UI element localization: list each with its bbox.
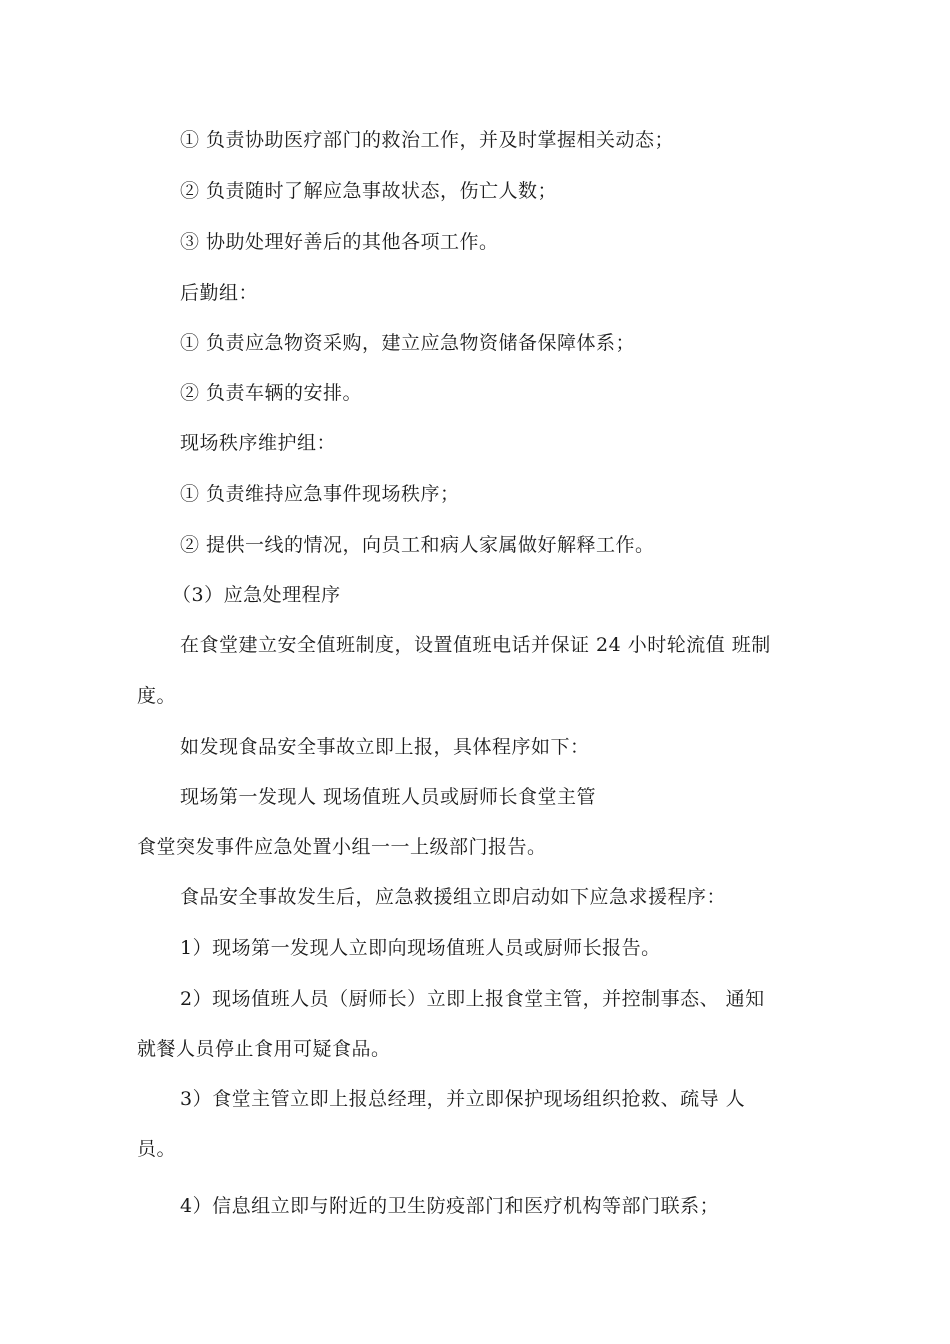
section-heading: 后勤组： [180, 282, 259, 304]
list-item: 1）现场第一发现人立即向现场值班人员或厨师长报告。 [180, 937, 661, 959]
paragraph: 食堂突发事件应急处置小组一一上级部门报告。 [137, 836, 547, 858]
list-item-continuation: 员。 [137, 1138, 177, 1160]
paragraph: 食品安全事故发生后，应急救援组立即启动如下应急求援程序： [180, 886, 727, 908]
list-item-continuation: 就餐人员停止食用可疑食品。 [137, 1038, 391, 1060]
paragraph: ① 负责应急物资采购，建立应急物资储备保障体系； [180, 332, 636, 354]
section-heading: （3）应急处理程序 [172, 584, 341, 606]
paragraph: ② 提供一线的情况，向员工和病人家属做好解释工作。 [180, 534, 655, 556]
paragraph-continuation: 度。 [137, 685, 177, 707]
paragraph: 在食堂建立安全值班制度，设置值班电话并保证 24 小时轮流值 班制 [180, 634, 771, 656]
paragraph: ① 负责维持应急事件现场秩序； [180, 483, 460, 505]
list-item: 2）现场值班人员（厨师长）立即上报食堂主管，并控制事态、 通知 [180, 988, 765, 1010]
list-item: 4）信息组立即与附近的卫生防疫部门和医疗机构等部门联系； [180, 1195, 720, 1217]
paragraph: 现场第一发现人 现场值班人员或厨师长食堂主管 [180, 786, 597, 808]
section-heading: 现场秩序维护组： [180, 432, 337, 454]
paragraph: ③ 协助处理好善后的其他各项工作。 [180, 231, 499, 253]
list-item: 3）食堂主管立即上报总经理，并立即保护现场组织抢救、疏导 人 [180, 1088, 746, 1110]
paragraph: ① 负责协助医疗部门的救治工作，并及时掌握相关动态； [180, 129, 675, 151]
paragraph: ② 负责随时了解应急事故状态，伤亡人数； [180, 180, 558, 202]
paragraph: 如发现食品安全事故立即上报，具体程序如下： [180, 736, 590, 758]
paragraph: ② 负责车辆的安排。 [180, 382, 363, 404]
